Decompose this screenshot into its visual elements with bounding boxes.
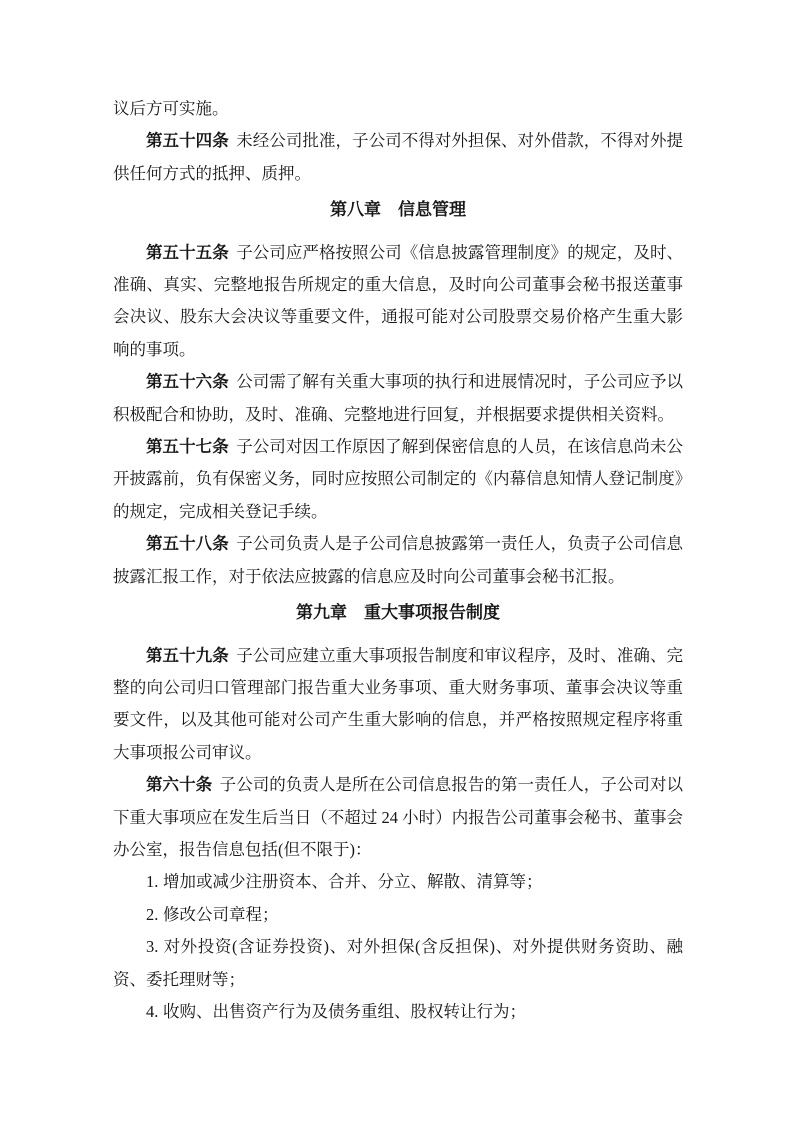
paragraph-continuation: 议后方可实施。 [113,99,229,118]
article-60-text: 子公司的负责人是所在公司信息报告的第一责任人，子公司对以下重大事项应在发生后当日（不超过 24 小时）内报告公司董事会秘书、董事会办公室，报告信息包括(但不限于)： [113,775,684,859]
article-56-paragraph [113,366,683,431]
article-59-number: 第五十九条 [146,645,229,665]
list-item-4 [113,996,683,1028]
list-item-1-number: 1. [146,872,159,892]
article-55-paragraph [113,237,683,367]
list-item-3 [113,931,683,996]
article-57-text: 子公司对因工作原因了解到保密信息的人员，在该信息尚未公开披露前，负有保密义务，同时应按照公司制定的《内幕信息知情人登记制度》的规定，完成相关登记手续。 [113,437,684,521]
article-58-text: 子公司负责人是子公司信息披露第一责任人，负责子公司信息披露汇报工作，对于依法应披露的信息应及时向公司董事会秘书汇报。 [113,534,684,586]
article-56-text: 公司需了解有关重大事项的执行和进展情况时，子公司应予以积极配合和协助，及时、准确、完整地进行回复，并根据要求提供相关资料。 [113,372,684,424]
article-56-number: 第五十六条 [146,372,229,392]
article-54-text: 未经公司批准，子公司不得对外担保、对外借款，不得对外提供任何方式的抵押、质押。 [113,131,684,183]
list-item-4-number: 4. [146,1001,159,1021]
list-item-2-number: 2. [146,904,159,924]
article-54-paragraph [113,125,683,190]
article-54-number: 第五十四条 [146,131,229,151]
list-item-4-text: 收购、出售资产行为及债务重组、股权转让行为； [162,1001,526,1021]
article-60-paragraph [113,769,683,866]
article-55-number: 第五十五条 [146,242,229,262]
list-item-1 [113,866,683,898]
list-item-2-text: 修改公司章程； [162,904,279,924]
article-58-paragraph [113,528,683,593]
article-60-number: 第六十条 [146,775,213,795]
article-58-number: 第五十八条 [146,534,229,554]
list-item-1-text: 增加或减少注册资本、合并、分立、解散、清算等； [162,872,543,892]
list-item-3-text: 对外投资(含证券投资)、对外担保(含反担保)、对外提供财务资助、融资、委托理财等； [113,937,683,989]
chapter-9-heading: 第九章 重大事项报告制度 [296,603,500,623]
article-57-paragraph [113,431,683,528]
article-57-number: 第五十七条 [146,437,229,457]
article-59-paragraph [113,640,683,770]
article-55-text: 子公司应严格按照公司《信息披露管理制度》的规定，及时、准确、真实、完整地报告所规定的重大信息，及时向公司董事会秘书报送董事会决议、股东大会决议等重要文件，通报可能对公司股票交易价格产生重大影响的事项。 [113,242,684,359]
list-item-3-number: 3. [146,937,159,957]
article-59-text: 子公司应建立重大事项报告制度和审议程序，及时、准确、完整的向公司归口管理部门报告重大业务事项、重大财务事项、董事会决议等重要文件，以及其他可能对公司产生重大影响的信息，并严格按照规定程序将重大事项报公司审议。 [113,645,684,762]
list-item-2 [113,899,683,931]
chapter-8-heading: 第八章 信息管理 [330,200,466,220]
